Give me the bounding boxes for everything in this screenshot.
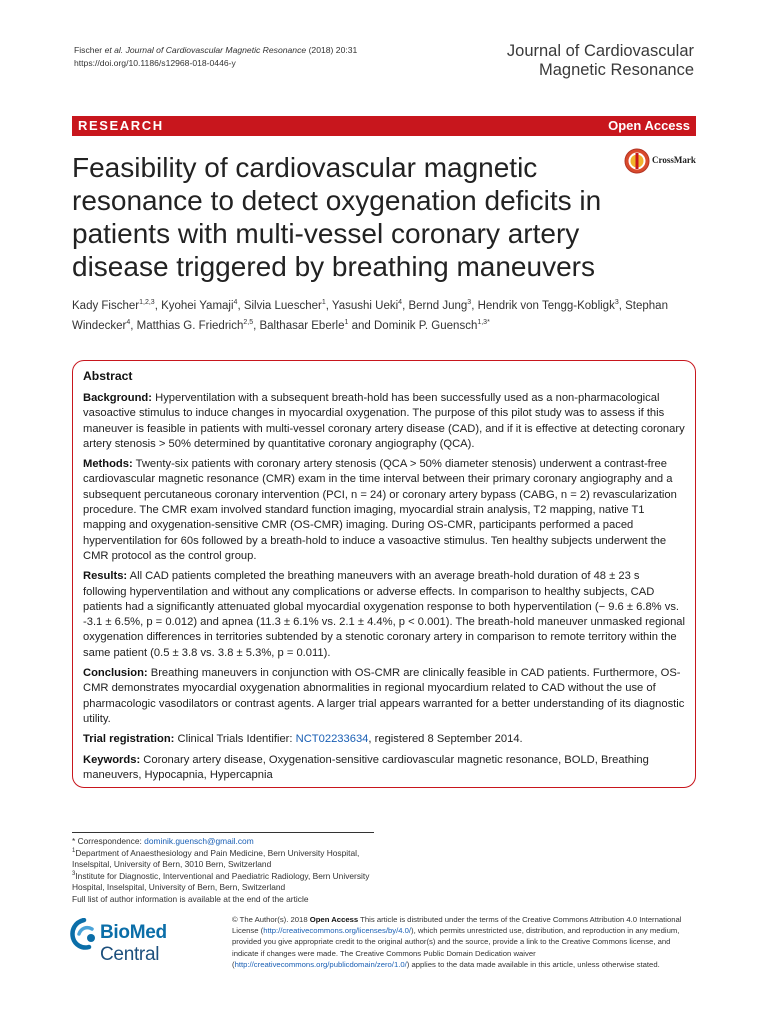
- biomed-central-logo-icon: [70, 918, 100, 950]
- trial-post-text: , registered 8 September 2014.: [368, 733, 523, 746]
- author-affiliation: 4: [398, 299, 403, 307]
- author-name: Stephan Windecker: [72, 300, 668, 332]
- license-text-2: ), which permits unrestricted use, distribution, and reproduction in any medium, provided you give appropriate credit to the original author(s) and the source, provide a link to the Creative Commons license, and indicate if changes were made. The Creative Commons Public Domain Dedication waiver (: [232, 926, 680, 969]
- full-author-info-note: Full list of author information is available at the end of the article: [72, 893, 309, 904]
- author-name: Bernd Jung: [408, 300, 468, 312]
- article-type-bar: [72, 116, 696, 136]
- open-access-label: Open Access: [608, 118, 690, 133]
- citation-block: [74, 44, 357, 69]
- license-text-1: This article is distributed under the terms of the Creative Commons Attribution 4.0 International License (: [232, 915, 682, 936]
- affiliation-3-text: Institute for Diagnostic, Interventional and Paediatric Radiology, Bern University Hospital, Inselspital, University of Bern, Bern, Switzerland: [72, 870, 370, 893]
- author-list: Kady Fischer$^{1,2,3}$, Kyohei Yamaji$^4$, Silvia Luescher$^1$, Yasushi Ueki$^4$, Bernd Jung$^3$, Hendrik von Tengg-Kobligk$^3$, Stephan Windecker$^4$, Matthias G. Friedrich$^{2,5}$, Balthasar Eberle$^1$ and Dominik P. Guensch$^{1,3*}$: [72, 299, 668, 332]
- abstract-conclusion: [83, 666, 685, 727]
- author-name: Kady Fischer: [72, 300, 140, 312]
- background-text: Hyperventilation with a subsequent breath-hold has been successfully used as a non-pharmacological vasoactive stimulus to induce changes in myocardial oxygenation. The purpose of this pilot study was to assess if this maneuver is feasible in patients with multi-vessel coronary artery disease (CAD), and if it is effective at detecting coronary artery stenosis > 50% determined by quantitative coronary angiography (QCA).: [83, 392, 685, 450]
- license-statement: [232, 914, 698, 970]
- abstract-results: [83, 569, 685, 661]
- correspondence-label: * Correspondence:: [72, 836, 145, 846]
- author-affiliation: 1,2,3: [139, 299, 155, 307]
- correspondence-line: [72, 836, 382, 848]
- author-affiliation: 4: [126, 319, 131, 327]
- conclusion-label: Conclusion:: [83, 667, 148, 680]
- doi-link[interactable]: https://doi.org/10.1186/s12968-018-0446-y: [74, 57, 236, 68]
- journal-name-line1: Journal of Cardiovascular: [506, 42, 694, 60]
- author-name: Hendrik von Tengg-Kobligk: [477, 300, 615, 312]
- author-affiliation: 1: [321, 299, 326, 307]
- wordmark-central: Central: [100, 944, 160, 965]
- author: [137, 320, 253, 332]
- conclusion-text: Breathing maneuvers in conjunction with OS-CMR are clinically feasible in CAD patients. Furthermore, OS-CMR demonstrates myocardial oxygenation abnormalities in regional myocardium related to CAD without the use of pharmacologic vasodilators or contrast agents. A larger trial appears warranted for a better understanding of its diagnostic utility.: [83, 667, 685, 725]
- author-affiliation: 2,5: [243, 319, 254, 327]
- wordmark-biomed: BioMed: [100, 922, 167, 943]
- trial-label: Trial registration:: [83, 733, 175, 746]
- journal-name: [507, 42, 694, 80]
- methods-label: Methods:: [83, 458, 133, 471]
- crossmark-badge[interactable]: [624, 148, 704, 174]
- abstract-methods: [83, 457, 685, 564]
- biomed-central-wordmark: [100, 922, 222, 966]
- affiliation-3-number: 3: [72, 870, 76, 877]
- license-url-link[interactable]: http://creativecommons.org/licenses/by/4.0/: [263, 926, 412, 936]
- affiliation-1-number: 1: [72, 847, 76, 854]
- keywords-label: Keywords:: [83, 753, 141, 766]
- license-copyright: © The Author(s). 2018: [232, 915, 310, 924]
- author: [72, 300, 155, 312]
- abstract-background: [83, 391, 685, 452]
- article-type-label: RESEARCH: [78, 118, 164, 133]
- crossmark-label: CrossMark: [652, 155, 696, 165]
- author-affiliation: 1,3*: [477, 319, 490, 327]
- author-affiliation: 3: [614, 299, 619, 307]
- biomed-central-logo[interactable]: [70, 916, 222, 965]
- author-name: Kyohei Yamaji: [161, 300, 234, 312]
- author-affiliation: 3: [467, 299, 472, 307]
- citation-authors: Fischer: [74, 45, 105, 55]
- affiliation-3: [72, 871, 382, 894]
- author-name: Yasushi Ueki: [331, 300, 399, 312]
- trial-pre-text: Clinical Trials Identifier:: [174, 733, 296, 746]
- author-name: Silvia Luescher: [243, 300, 322, 312]
- correspondence-email-link[interactable]: dominik.guensch@gmail.com: [144, 836, 254, 846]
- keywords-text: Coronary artery disease, Oxygenation-sensitive cardiovascular magnetic resonance, BOLD, Breathing maneuvers, Hypocapnia, Hypercapnia: [83, 753, 649, 781]
- article-title: Feasibility of cardiovascular magnetic resonance to detect oxygenation deficits in patients with multi-vessel coronary artery disease triggered by breathing maneuvers: [72, 152, 602, 282]
- author-affiliation: 1: [344, 319, 349, 327]
- author: [259, 320, 348, 332]
- author: [374, 320, 490, 332]
- citation-journal: Journal of Cardiovascular Magnetic Resonance: [125, 45, 307, 55]
- author: [408, 300, 471, 312]
- abstract-heading: Abstract: [83, 369, 133, 383]
- background-label: Background:: [83, 392, 152, 404]
- license-open-access: Open Access: [309, 915, 359, 924]
- abstract-box: [72, 360, 696, 788]
- citation-year-volume: (2018) 20:31: [308, 45, 358, 55]
- affiliation-1-text: Department of Anaesthesiology and Pain Medicine, Bern University Hospital, Inselspital, University of Bern, 3010 Bern, Switzerland: [72, 847, 360, 870]
- methods-text: Twenty-six patients with coronary artery stenosis (QCA > 50% diameter stenosis) underwent a contrast-free cardiovascular magnetic resonance (CMR) exam in the time interval between their primary coronary angiography and a subsequent percutaneous coronary intervention (PCI, n = 24) or coronary artery bypass (CABG, n = 2) revascularization procedure. The CMR exam involved standard function imaging, myocardial strain analysis, T2 mapping, native T1 mapping and oxygenation-sensitive CMR (OS-CMR) imaging. During OS-CMR, participants performed a paced hyperventilation for 60s followed by a breath-hold to induce a vasoactive stimulus. Ten healthy subjects underwent the CMR protocol as the control group.: [83, 458, 677, 562]
- affiliation-1: [72, 848, 382, 871]
- results-label: Results:: [83, 570, 128, 583]
- author: [332, 300, 402, 312]
- author: [244, 300, 326, 312]
- footnotes: [72, 836, 382, 906]
- trial-id-link[interactable]: NCT02233634: [295, 733, 369, 746]
- footnote-divider: [72, 832, 374, 833]
- author: [478, 300, 619, 312]
- author-name: Dominik P. Guensch: [374, 320, 478, 332]
- author: [161, 300, 237, 312]
- citation-line: [74, 44, 357, 57]
- citation-etal: et al.: [104, 45, 124, 55]
- results-text: All CAD patients completed the breathing maneuvers with an average breath-hold duration of 48 ± 23 s following hyperventilation and without any complications or adverse effects. In comparison to healthy subjects, CAD patients had a significantly attenuated global myocardial oxygenation response to both hyperventilation (− 9.6 ± 6.8% vs. -3.1 ± 6.5%, p = 0.012) and apnea (11.3 ± 6.1% vs. 2.1 ± 4.4%, p < 0.001). The breath-hold maneuver unmasked regional oxygenation differences in territories subtended by a stenotic coronary artery in comparison to remote territory within the same patient (0.5 ± 3.8 vs. 3.8 ± 5.3%, p = 0.011).: [83, 570, 685, 659]
- abstract-trial-registration: [83, 732, 685, 747]
- abstract-keywords: [83, 753, 685, 784]
- public-domain-url-link[interactable]: http://creativecommons.org/publicdomain/zero/1.0/: [234, 959, 407, 969]
- journal-name-line2: Magnetic Resonance: [538, 61, 694, 79]
- author-name: Matthias G. Friedrich: [136, 320, 244, 332]
- author-name: Balthasar Eberle: [259, 320, 345, 332]
- author-affiliation: 4: [233, 299, 238, 307]
- license-text-3: ) applies to the data made available in this article, unless otherwise stated.: [406, 959, 660, 969]
